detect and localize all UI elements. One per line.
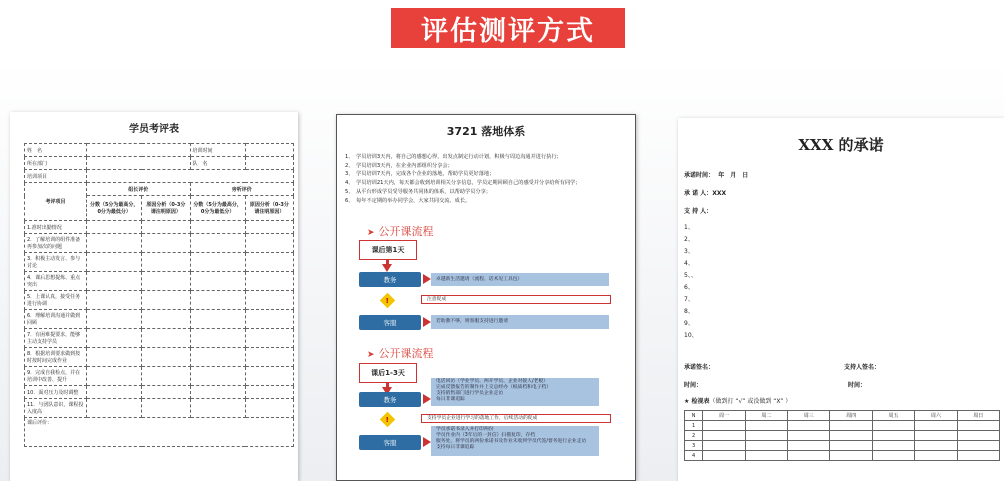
table-header: 周二 — [745, 411, 787, 421]
subheader-reason: 原因分析（0-3分请注明原因） — [245, 196, 293, 221]
evaluation-item: 6．理解培训沟通并做到回顾 — [25, 310, 87, 329]
evaluation-item: 5．上课认真，接受任务进行协调 — [25, 291, 87, 310]
arrow-right-icon — [423, 394, 431, 404]
page-title: 评估测评方式 — [391, 8, 625, 48]
table-header: N — [685, 411, 703, 421]
evaluation-item: 1.准时出勤情况 — [25, 221, 87, 234]
arrow-right-icon: ➤ — [367, 350, 375, 360]
commitment-document — [678, 118, 1004, 481]
stage-label: 课后1-3天 — [359, 363, 417, 383]
header-observer-evaluation: 旁听评价 — [190, 183, 293, 196]
role-edu: 教务 — [359, 392, 421, 407]
list-item: 1、 学员培训3天内，将自己的感想心得，出发点制定行动计划，积极与周边沟通并进行执行； — [345, 154, 562, 160]
sign-left: 承诺签名： — [684, 364, 715, 371]
star-icon: ★ 检视表 — [684, 398, 710, 405]
row-number: 1 — [685, 421, 703, 431]
header-leader-evaluation: 组长评价 — [87, 183, 190, 196]
list-item: 5、 从平台形成学员受导服务共同体的体系，以帮助学员分享； — [345, 188, 491, 195]
landing-system-title: 3721 落地体系 — [446, 125, 526, 138]
warning-icon: ! — [380, 293, 396, 309]
flow-note: 支持学员企业进行学习的落地工作，后续活动的促成 — [421, 414, 611, 423]
label-evaluation-item: 考评项目 — [25, 183, 87, 221]
role-service: 客服 — [359, 435, 421, 450]
evaluation-item: 2．了解培训的组件准备再参加次的问题 — [25, 234, 87, 253]
flow-step — [431, 378, 609, 406]
row-number: 2 — [685, 431, 703, 441]
table-header: 周四 — [830, 411, 872, 421]
section-heading: ➤ 公开课流程 — [367, 347, 434, 360]
flow-line: 支持每日非课追踪 — [436, 445, 475, 450]
list-item: 8、 — [684, 308, 694, 315]
list-item: 6、 — [684, 284, 694, 291]
subheader-reason: 原因分析（0-3分请注明原因） — [142, 196, 190, 221]
landing-system-document — [336, 114, 636, 481]
list-item: 4、 — [684, 260, 694, 267]
check-table — [684, 410, 1000, 461]
label-team-name: 队 名 — [190, 157, 245, 170]
student-evaluation-form — [10, 112, 298, 481]
evaluation-item: 7．有困难提要求，能够主动支持学员 — [25, 329, 87, 348]
evaluation-item: 10．面对压力及时调整 — [25, 386, 87, 399]
list-item: 4、 学员培训21天内，每天都会收到培训相关分享信息，学员定期回顾自己的感受并分享给所有同学； — [345, 180, 581, 187]
list-item: 2、 学员培训3天内，在企业内部组织分享会； — [345, 162, 453, 169]
flow-line: 支持销售部门进行学员企业走访 — [436, 391, 504, 396]
role-edu: 教务 — [359, 272, 421, 287]
evaluation-item: 9．完成自我检点，并在培训中改善、提升 — [25, 367, 87, 386]
list-item: 9、 — [684, 320, 694, 327]
row-number: 3 — [685, 441, 703, 451]
list-item: 7、 — [684, 296, 694, 303]
label-training-time: 培训时间 — [190, 144, 245, 157]
stage-label: 课后第1天 — [359, 240, 417, 260]
arrow-right-icon: ➤ — [367, 228, 375, 238]
evaluation-item: 4．课后思想提炼、重点突出 — [25, 272, 87, 291]
section-heading: ➤ 公开课流程 — [367, 225, 434, 238]
list-item: 10、 — [684, 332, 698, 339]
flow-line: 电话回访（学业学员、两开学员、企业对接人/老板） — [436, 379, 548, 384]
time-left: 时间： — [684, 382, 703, 389]
flow-line: 每日非课追踪 — [436, 397, 465, 402]
arrow-right-icon — [423, 437, 431, 447]
role-service: 客服 — [359, 315, 421, 330]
evaluation-table — [24, 143, 294, 447]
time-right: 时间： — [848, 382, 867, 389]
commitment-list — [684, 222, 698, 342]
table-header: 周三 — [788, 411, 830, 421]
down-arrow-icon — [382, 264, 392, 272]
flow-note: 注意促成 — [421, 295, 611, 304]
after-class-comment: 课后评价： — [25, 418, 294, 447]
evaluation-item: 11．与团队意识，课程投入度高 — [25, 399, 87, 418]
table-header: 周五 — [872, 411, 914, 421]
supporter-field: 支 持 人： — [684, 208, 713, 215]
list-item: 6、 每年不定期的举办同学会，大家共同交流、成长。 — [345, 197, 471, 204]
check-table-heading: ★ 检视表（做到打 “√” 或没做到 “X” ） — [684, 398, 792, 405]
landing-system-list — [345, 153, 631, 205]
committer-field: 承 诺 人：XXX — [684, 190, 727, 197]
flow-line: 学员承诺书录入并打印两份 — [436, 427, 494, 432]
sign-right: 支持人签名： — [844, 364, 881, 371]
list-item: 3、 学员培训7天内，完成各个企业的落地，帮助学员更好落地； — [345, 171, 495, 178]
arrow-right-icon — [423, 317, 431, 327]
flow-line: 完成反馈报告的制作并上交总经办（纸质档和电子档） — [436, 385, 552, 390]
subheader-score: 分数（5分为最高分，0分为最低分） — [87, 196, 142, 221]
flow-line: 学员作业内（3年后的一封信）扫描复印，存档 — [436, 433, 535, 438]
list-item: 2、 — [684, 236, 694, 243]
flow-step: 若助教不够，则客服支持进行邀请 — [431, 315, 609, 329]
label-training-project: 培训项目 — [25, 170, 87, 183]
warning-icon: ! — [380, 412, 396, 428]
arrow-right-icon — [423, 274, 431, 284]
evaluation-item: 8．根据培训要求做到按时按时间完成作业 — [25, 348, 87, 367]
label-name: 姓 名 — [25, 144, 87, 157]
table-header: 周一 — [703, 411, 745, 421]
table-header: 周六 — [915, 411, 957, 421]
flow-line: 服务处，将学员的两份承诺书及作业未收到学员代签/督务进行企业走访 — [436, 439, 587, 444]
flow-step — [431, 426, 609, 456]
subheader-score: 分数（5分为最高分，0分为最低分） — [190, 196, 245, 221]
flow-step: 卓越新生活邀请（流程、话术见工具包） — [431, 273, 609, 286]
list-item: 5、、 — [684, 272, 697, 279]
evaluation-form-title: 学员考评表 — [129, 124, 179, 135]
list-item: 3、 — [684, 248, 694, 255]
evaluation-item: 3．积极主动发言、参与讨论 — [25, 253, 87, 272]
commit-time-field: 承诺时间： 年 月 日 — [684, 172, 749, 179]
list-item: 1、 — [684, 224, 694, 231]
label-department: 所在部门 — [25, 157, 87, 170]
commitment-title: XXX 的承诺 — [798, 136, 884, 154]
row-number: 4 — [685, 451, 703, 461]
table-header: 周日 — [957, 411, 999, 421]
